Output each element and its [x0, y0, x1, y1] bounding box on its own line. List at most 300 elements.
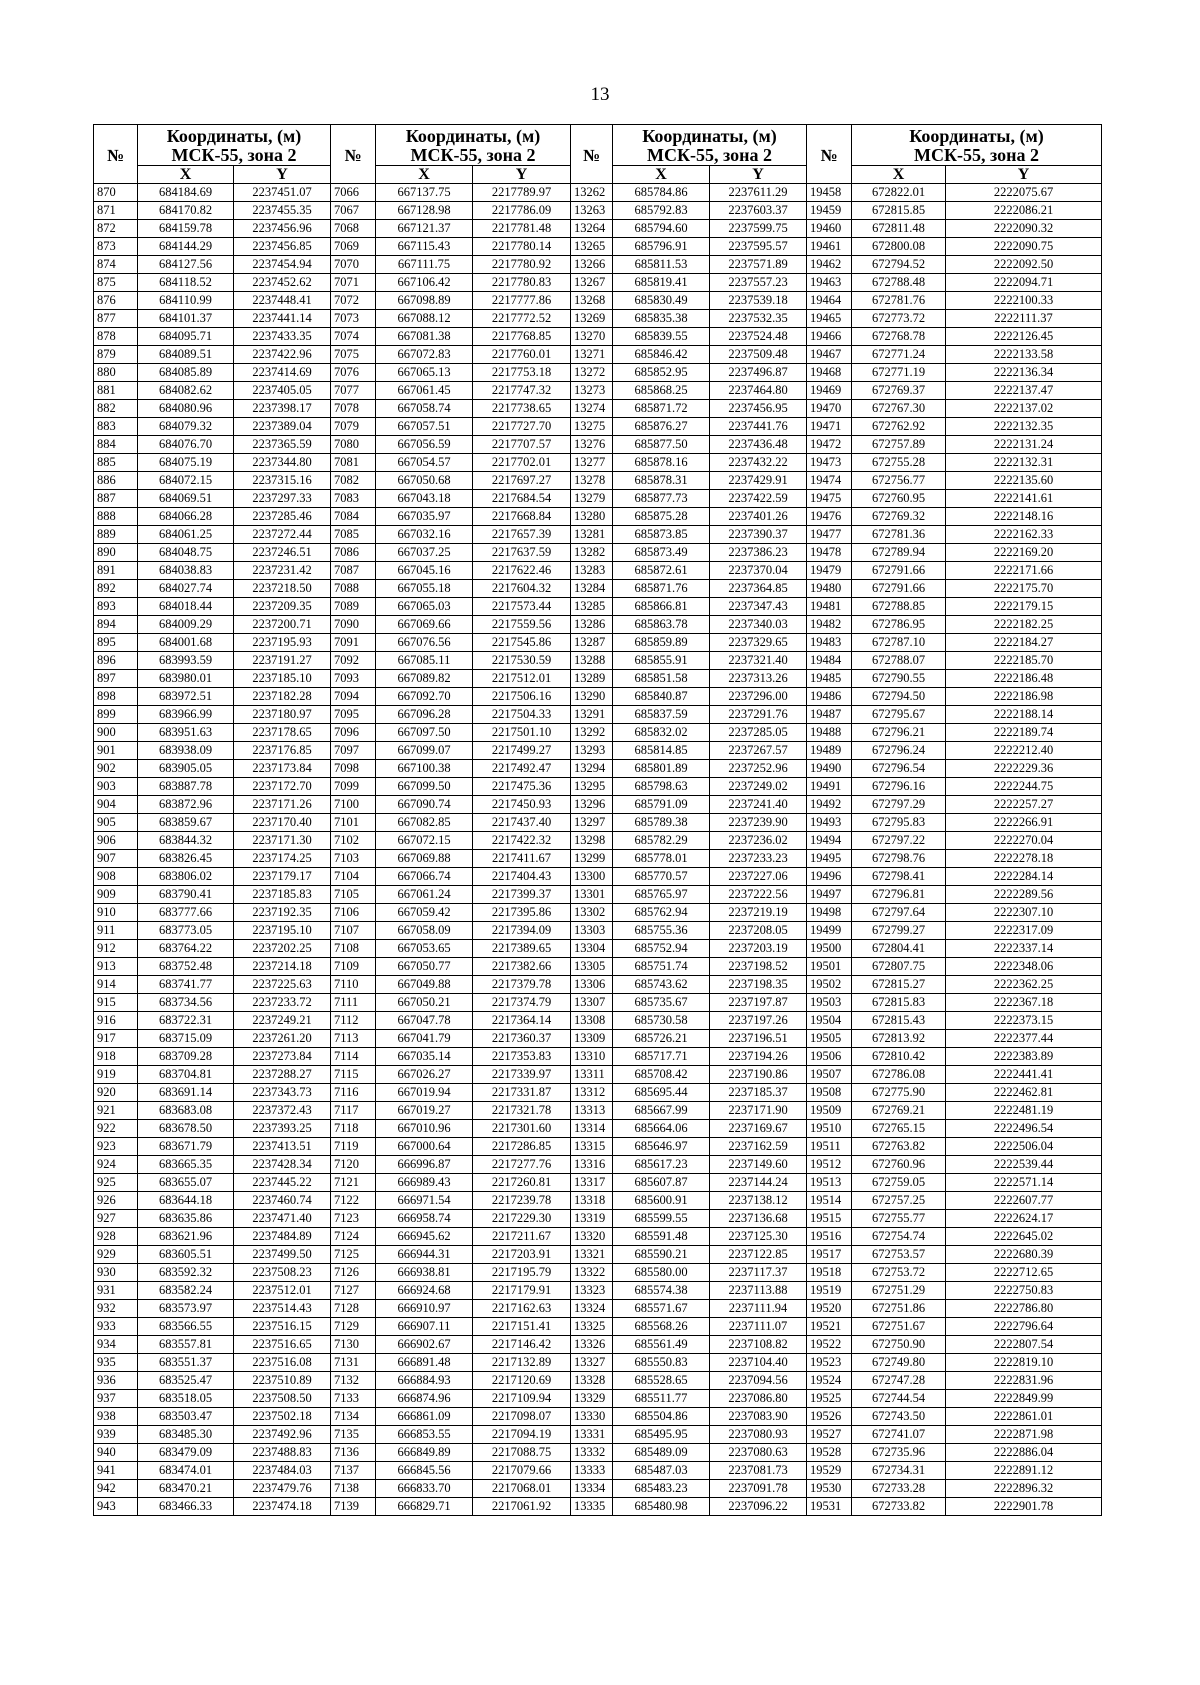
coord-y: 2222171.66 [946, 562, 1102, 580]
coord-x: 683605.51 [138, 1246, 234, 1264]
coord-y: 2237432.22 [710, 454, 807, 472]
point-number: 13297 [571, 814, 613, 832]
point-number: 922 [94, 1120, 138, 1138]
point-number: 920 [94, 1084, 138, 1102]
coord-y: 2237398.17 [234, 400, 331, 418]
table-row [94, 886, 1102, 904]
table-row [94, 1498, 1102, 1516]
coord-y: 2237185.83 [234, 886, 331, 904]
coord-y: 2217286.85 [473, 1138, 571, 1156]
table-row [94, 1390, 1102, 1408]
point-number: 19458 [807, 184, 852, 202]
coord-y: 2222896.32 [946, 1480, 1102, 1498]
coord-x: 672735.96 [852, 1444, 946, 1462]
coord-x: 672822.01 [852, 184, 946, 202]
coord-x: 685495.95 [613, 1426, 710, 1444]
point-number: 910 [94, 904, 138, 922]
point-number: 7112 [331, 1012, 376, 1030]
point-number: 885 [94, 454, 138, 472]
coord-y: 2222624.17 [946, 1210, 1102, 1228]
coord-x: 672788.85 [852, 598, 946, 616]
point-number: 19504 [807, 1012, 852, 1030]
point-number: 19470 [807, 400, 852, 418]
coord-x: 684110.99 [138, 292, 234, 310]
coord-y: 2237202.25 [234, 940, 331, 958]
point-number: 7069 [331, 238, 376, 256]
coord-y: 2237599.75 [710, 220, 807, 238]
coord-x: 667115.43 [376, 238, 473, 256]
point-number: 875 [94, 274, 138, 292]
coord-y: 2222270.04 [946, 832, 1102, 850]
coord-y: 2237171.30 [234, 832, 331, 850]
coord-y: 2237315.16 [234, 472, 331, 490]
point-number: 919 [94, 1066, 138, 1084]
coord-x: 672807.75 [852, 958, 946, 976]
coord-x: 685801.89 [613, 760, 710, 778]
coord-x: 667137.75 [376, 184, 473, 202]
coord-x: 667121.37 [376, 220, 473, 238]
coord-y: 2237479.76 [234, 1480, 331, 1498]
point-number: 13264 [571, 220, 613, 238]
coord-x: 672775.90 [852, 1084, 946, 1102]
coord-y: 2222317.09 [946, 922, 1102, 940]
table-row [94, 1426, 1102, 1444]
coord-y: 2222307.10 [946, 904, 1102, 922]
coord-x: 666884.93 [376, 1372, 473, 1390]
coord-x: 683972.51 [138, 688, 234, 706]
coord-y: 2222750.83 [946, 1282, 1102, 1300]
point-number: 915 [94, 994, 138, 1012]
coord-y: 2222092.50 [946, 256, 1102, 274]
table-row [94, 742, 1102, 760]
point-number: 7086 [331, 544, 376, 562]
coord-y: 2237448.41 [234, 292, 331, 310]
coord-x: 683479.09 [138, 1444, 234, 1462]
point-number: 13313 [571, 1102, 613, 1120]
point-number: 13269 [571, 310, 613, 328]
coord-y: 2217260.81 [473, 1174, 571, 1192]
coord-y: 2222831.96 [946, 1372, 1102, 1390]
point-number: 890 [94, 544, 138, 562]
point-number: 13292 [571, 724, 613, 742]
point-number: 19508 [807, 1084, 852, 1102]
table-row [94, 508, 1102, 526]
coord-y: 2237393.25 [234, 1120, 331, 1138]
coord-x: 685580.00 [613, 1264, 710, 1282]
coord-x: 667088.12 [376, 310, 473, 328]
table-row [94, 1210, 1102, 1228]
coord-y: 2217777.86 [473, 292, 571, 310]
coord-x: 685708.42 [613, 1066, 710, 1084]
coord-x: 683466.33 [138, 1498, 234, 1516]
coord-x: 684048.75 [138, 544, 234, 562]
point-number: 13279 [571, 490, 613, 508]
header-number: № [571, 125, 613, 184]
coord-x: 684080.96 [138, 400, 234, 418]
table-row [94, 526, 1102, 544]
point-number: 892 [94, 580, 138, 598]
point-number: 19482 [807, 616, 852, 634]
point-number: 876 [94, 292, 138, 310]
coord-y: 2237176.85 [234, 742, 331, 760]
coord-y: 2222186.48 [946, 670, 1102, 688]
table-row [94, 760, 1102, 778]
coord-x: 672756.77 [852, 472, 946, 490]
coord-y: 2237433.35 [234, 328, 331, 346]
coord-x: 685591.48 [613, 1228, 710, 1246]
point-number: 7095 [331, 706, 376, 724]
coord-y: 2237094.56 [710, 1372, 807, 1390]
point-number: 7071 [331, 274, 376, 292]
coord-y: 2222229.36 [946, 760, 1102, 778]
coord-y: 2237557.23 [710, 274, 807, 292]
coord-x: 667059.42 [376, 904, 473, 922]
coord-y: 2237429.91 [710, 472, 807, 490]
table-row [94, 544, 1102, 562]
header-coordinates [138, 125, 331, 147]
point-number: 19502 [807, 976, 852, 994]
coord-x: 672767.30 [852, 400, 946, 418]
point-number: 19518 [807, 1264, 852, 1282]
coord-x: 684069.51 [138, 490, 234, 508]
coord-y: 2237510.89 [234, 1372, 331, 1390]
coord-y: 2237285.46 [234, 508, 331, 526]
header-coordinates [852, 125, 1102, 147]
coord-x: 672796.21 [852, 724, 946, 742]
coord-x: 685814.85 [613, 742, 710, 760]
coord-y: 2237441.76 [710, 418, 807, 436]
coord-x: 672786.08 [852, 1066, 946, 1084]
coord-x: 684144.29 [138, 238, 234, 256]
coord-y: 2217772.52 [473, 310, 571, 328]
coord-y: 2237080.93 [710, 1426, 807, 1444]
point-number: 7093 [331, 670, 376, 688]
point-number: 934 [94, 1336, 138, 1354]
coord-x: 685561.49 [613, 1336, 710, 1354]
coord-y: 2222132.31 [946, 454, 1102, 472]
coord-x: 685878.31 [613, 472, 710, 490]
coord-x: 685730.58 [613, 1012, 710, 1030]
point-number: 7072 [331, 292, 376, 310]
coord-x: 666944.31 [376, 1246, 473, 1264]
table-row [94, 670, 1102, 688]
point-number: 900 [94, 724, 138, 742]
point-number: 13302 [571, 904, 613, 922]
point-number: 894 [94, 616, 138, 634]
coord-x: 683806.02 [138, 868, 234, 886]
table-row [94, 904, 1102, 922]
coord-x: 672797.29 [852, 796, 946, 814]
coord-x: 685528.65 [613, 1372, 710, 1390]
coord-x: 685877.50 [613, 436, 710, 454]
header-system: МСК-55, зона 2 [376, 146, 571, 166]
coord-x: 672771.24 [852, 346, 946, 364]
point-number: 7070 [331, 256, 376, 274]
coord-y: 2237214.18 [234, 958, 331, 976]
coord-x: 685863.78 [613, 616, 710, 634]
header-number: № [807, 125, 852, 184]
coord-y: 2237225.63 [234, 976, 331, 994]
header-x: X [138, 166, 234, 184]
table-row [94, 1336, 1102, 1354]
coord-y: 2237236.02 [710, 832, 807, 850]
point-number: 19501 [807, 958, 852, 976]
point-number: 19472 [807, 436, 852, 454]
coord-x: 685770.57 [613, 868, 710, 886]
coord-y: 2222075.67 [946, 184, 1102, 202]
point-number: 13267 [571, 274, 613, 292]
table-row [94, 1480, 1102, 1498]
coord-y: 2217146.42 [473, 1336, 571, 1354]
table-row [94, 1174, 1102, 1192]
coord-x: 672781.36 [852, 526, 946, 544]
coord-x: 666845.56 [376, 1462, 473, 1480]
coord-x: 672796.81 [852, 886, 946, 904]
table-row [94, 562, 1102, 580]
coord-y: 2222090.32 [946, 220, 1102, 238]
coord-y: 2217379.78 [473, 976, 571, 994]
coord-y: 2237386.23 [710, 544, 807, 562]
point-number: 19491 [807, 778, 852, 796]
coord-y: 2237516.65 [234, 1336, 331, 1354]
coord-x: 683938.09 [138, 742, 234, 760]
point-number: 7137 [331, 1462, 376, 1480]
coord-x: 672815.43 [852, 1012, 946, 1030]
coord-x: 684170.82 [138, 202, 234, 220]
coord-y: 2222278.18 [946, 850, 1102, 868]
point-number: 19499 [807, 922, 852, 940]
coord-x: 672757.89 [852, 436, 946, 454]
coord-y: 2237288.27 [234, 1066, 331, 1084]
coord-x: 667035.14 [376, 1048, 473, 1066]
coord-x: 672768.78 [852, 328, 946, 346]
coord-x: 666891.48 [376, 1354, 473, 1372]
coord-x: 672750.90 [852, 1336, 946, 1354]
point-number: 7067 [331, 202, 376, 220]
point-number: 13324 [571, 1300, 613, 1318]
point-number: 19467 [807, 346, 852, 364]
point-number: 13270 [571, 328, 613, 346]
point-number: 13278 [571, 472, 613, 490]
coord-y: 2237091.78 [710, 1480, 807, 1498]
coord-y: 2237321.40 [710, 652, 807, 670]
coord-x: 684066.28 [138, 508, 234, 526]
coord-x: 685832.02 [613, 724, 710, 742]
coord-y: 2237422.59 [710, 490, 807, 508]
point-number: 19510 [807, 1120, 852, 1138]
point-number: 7090 [331, 616, 376, 634]
header-coordinates-label: Координаты, (м) [405, 126, 541, 146]
coord-x: 683790.41 [138, 886, 234, 904]
point-number: 13330 [571, 1408, 613, 1426]
coord-x: 685489.09 [613, 1444, 710, 1462]
coord-x: 685819.41 [613, 274, 710, 292]
coord-y: 2237611.29 [710, 184, 807, 202]
table-row [94, 1102, 1102, 1120]
coord-y: 2237227.06 [710, 868, 807, 886]
coord-x: 685846.42 [613, 346, 710, 364]
point-number: 7125 [331, 1246, 376, 1264]
point-number: 7139 [331, 1498, 376, 1516]
table-row [94, 1318, 1102, 1336]
coord-x: 672796.54 [852, 760, 946, 778]
point-number: 19481 [807, 598, 852, 616]
coord-y: 2237272.44 [234, 526, 331, 544]
coord-y: 2217727.70 [473, 418, 571, 436]
coord-x: 672763.82 [852, 1138, 946, 1156]
point-number: 13277 [571, 454, 613, 472]
coord-y: 2237125.30 [710, 1228, 807, 1246]
coord-y: 2237117.37 [710, 1264, 807, 1282]
point-number: 914 [94, 976, 138, 994]
coord-y: 2222496.54 [946, 1120, 1102, 1138]
coord-y: 2237080.63 [710, 1444, 807, 1462]
point-number: 7124 [331, 1228, 376, 1246]
coord-x: 667055.18 [376, 580, 473, 598]
coord-y: 2237198.35 [710, 976, 807, 994]
coord-y: 2237144.24 [710, 1174, 807, 1192]
coord-x: 684082.62 [138, 382, 234, 400]
coord-x: 672810.42 [852, 1048, 946, 1066]
point-number: 19473 [807, 454, 852, 472]
coord-y: 2217604.32 [473, 580, 571, 598]
point-number: 7136 [331, 1444, 376, 1462]
table-row [94, 1300, 1102, 1318]
coord-x: 667072.83 [376, 346, 473, 364]
coord-y: 2237502.18 [234, 1408, 331, 1426]
point-number: 903 [94, 778, 138, 796]
point-number: 19521 [807, 1318, 852, 1336]
point-number: 940 [94, 1444, 138, 1462]
header-system: МСК-55, зона 2 [852, 146, 1102, 166]
header-x: X [376, 166, 473, 184]
point-number: 19497 [807, 886, 852, 904]
table-row [94, 724, 1102, 742]
coord-y: 2222373.15 [946, 1012, 1102, 1030]
point-number: 19466 [807, 328, 852, 346]
point-number: 916 [94, 1012, 138, 1030]
coord-x: 685487.03 [613, 1462, 710, 1480]
coord-x: 667081.38 [376, 328, 473, 346]
coord-y: 2237180.97 [234, 706, 331, 724]
point-number: 19511 [807, 1138, 852, 1156]
point-number: 7101 [331, 814, 376, 832]
coord-y: 2222266.91 [946, 814, 1102, 832]
coord-x: 667050.21 [376, 994, 473, 1012]
point-number: 872 [94, 220, 138, 238]
coord-x: 685778.01 [613, 850, 710, 868]
coord-y: 2237514.43 [234, 1300, 331, 1318]
coord-y: 2237405.05 [234, 382, 331, 400]
coord-x: 667065.03 [376, 598, 473, 616]
coord-x: 685568.26 [613, 1318, 710, 1336]
coord-y: 2237122.85 [710, 1246, 807, 1264]
coord-x: 685875.28 [613, 508, 710, 526]
coord-x: 667098.89 [376, 292, 473, 310]
coord-x: 685871.76 [613, 580, 710, 598]
coord-x: 667058.74 [376, 400, 473, 418]
header-coordinates-label: Координаты, (м) [909, 126, 1044, 146]
table-row [94, 1246, 1102, 1264]
point-number: 13334 [571, 1480, 613, 1498]
coord-y: 2237171.26 [234, 796, 331, 814]
coord-x: 685590.21 [613, 1246, 710, 1264]
coord-y: 2237200.71 [234, 616, 331, 634]
coord-y: 2217404.43 [473, 868, 571, 886]
header-coordinates [613, 125, 807, 147]
point-number: 7079 [331, 418, 376, 436]
coord-x: 685726.21 [613, 1030, 710, 1048]
coord-y: 2217501.10 [473, 724, 571, 742]
coord-x: 672765.15 [852, 1120, 946, 1138]
coord-y: 2237441.14 [234, 310, 331, 328]
coord-x: 672762.92 [852, 418, 946, 436]
point-number: 13266 [571, 256, 613, 274]
coord-x: 666971.54 [376, 1192, 473, 1210]
coord-y: 2222807.54 [946, 1336, 1102, 1354]
point-number: 7100 [331, 796, 376, 814]
point-number: 936 [94, 1372, 138, 1390]
point-number: 7135 [331, 1426, 376, 1444]
point-number: 932 [94, 1300, 138, 1318]
table-header [94, 125, 1102, 184]
coord-x: 684095.71 [138, 328, 234, 346]
coord-x: 672769.21 [852, 1102, 946, 1120]
point-number: 7108 [331, 940, 376, 958]
coord-y: 2237096.22 [710, 1498, 807, 1516]
coord-y: 2217239.78 [473, 1192, 571, 1210]
coord-x: 667099.50 [376, 778, 473, 796]
coord-x: 672804.41 [852, 940, 946, 958]
point-number: 942 [94, 1480, 138, 1498]
point-number: 19469 [807, 382, 852, 400]
point-number: 19524 [807, 1372, 852, 1390]
coord-y: 2237231.42 [234, 562, 331, 580]
coord-y: 2217475.36 [473, 778, 571, 796]
coord-x: 672751.29 [852, 1282, 946, 1300]
coord-x: 685859.89 [613, 634, 710, 652]
coord-x: 684079.32 [138, 418, 234, 436]
coord-y: 2222861.01 [946, 1408, 1102, 1426]
point-number: 7113 [331, 1030, 376, 1048]
coord-x: 684085.89 [138, 364, 234, 382]
table-row [94, 1264, 1102, 1282]
coord-y: 2237273.84 [234, 1048, 331, 1066]
coord-x: 667049.88 [376, 976, 473, 994]
coord-x: 683678.50 [138, 1120, 234, 1138]
point-number: 19513 [807, 1174, 852, 1192]
point-number: 19476 [807, 508, 852, 526]
coord-x: 667058.09 [376, 922, 473, 940]
point-number: 7088 [331, 580, 376, 598]
coord-x: 666910.97 [376, 1300, 473, 1318]
coord-x: 683980.01 [138, 670, 234, 688]
coord-x: 685878.16 [613, 454, 710, 472]
coord-x: 685855.91 [613, 652, 710, 670]
header-coordinates [376, 125, 571, 147]
coord-y: 2222186.98 [946, 688, 1102, 706]
coord-y: 2222132.35 [946, 418, 1102, 436]
point-number: 886 [94, 472, 138, 490]
point-number: 13326 [571, 1336, 613, 1354]
coord-x: 685607.87 [613, 1174, 710, 1192]
point-number: 909 [94, 886, 138, 904]
coord-x: 685504.86 [613, 1408, 710, 1426]
coord-y: 2237170.40 [234, 814, 331, 832]
point-number: 19500 [807, 940, 852, 958]
coord-x: 666938.81 [376, 1264, 473, 1282]
coord-x: 667050.68 [376, 472, 473, 490]
